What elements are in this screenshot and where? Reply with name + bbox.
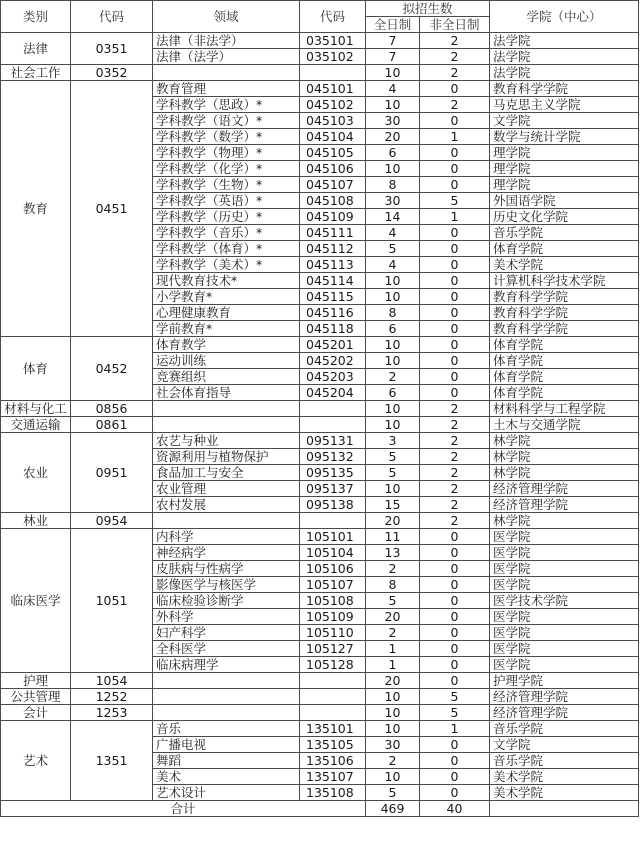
field-cell: 音乐	[153, 721, 300, 737]
field-code-cell	[300, 417, 366, 433]
college-cell: 法学院	[490, 65, 639, 81]
table-row	[1, 673, 639, 689]
field-cell: 心理健康教育	[153, 305, 300, 321]
table-row	[1, 337, 639, 353]
fulltime-cell: 30	[366, 193, 420, 209]
parttime-cell: 1	[420, 209, 490, 225]
fulltime-cell: 15	[366, 497, 420, 513]
field-code-cell: 105108	[300, 593, 366, 609]
fulltime-cell: 30	[366, 737, 420, 753]
table-row	[1, 33, 639, 49]
college-cell: 医学院	[490, 529, 639, 545]
parttime-cell: 0	[420, 625, 490, 641]
fulltime-cell: 8	[366, 177, 420, 193]
field-cell: 学科教学（数学）*	[153, 129, 300, 145]
field-code-cell: 035102	[300, 49, 366, 65]
college-cell: 体育学院	[490, 369, 639, 385]
fulltime-cell: 6	[366, 321, 420, 337]
category-cell: 法律	[1, 33, 71, 65]
category-cell: 教育	[1, 81, 71, 337]
fulltime-cell: 10	[366, 689, 420, 705]
field-code-cell: 135107	[300, 769, 366, 785]
field-code-cell: 035101	[300, 33, 366, 49]
field-cell: 全科医学	[153, 641, 300, 657]
college-cell: 教育科学学院	[490, 289, 639, 305]
parttime-cell: 0	[420, 113, 490, 129]
field-cell: 竞赛组织	[153, 369, 300, 385]
college-cell: 体育学院	[490, 337, 639, 353]
table-row	[1, 401, 639, 417]
college-cell: 医学院	[490, 625, 639, 641]
table-row	[1, 417, 639, 433]
field-cell: 外科学	[153, 609, 300, 625]
field-code-cell: 095132	[300, 449, 366, 465]
fulltime-cell: 10	[366, 161, 420, 177]
parttime-cell: 0	[420, 177, 490, 193]
parttime-cell: 1	[420, 129, 490, 145]
parttime-cell: 0	[420, 145, 490, 161]
fulltime-cell: 3	[366, 433, 420, 449]
category-code-cell: 0856	[71, 401, 153, 417]
field-cell: 舞蹈	[153, 753, 300, 769]
college-cell: 医学院	[490, 657, 639, 673]
field-code-cell: 045108	[300, 193, 366, 209]
field-code-cell: 095138	[300, 497, 366, 513]
category-code-cell: 0861	[71, 417, 153, 433]
fulltime-cell: 10	[366, 481, 420, 497]
field-cell	[153, 513, 300, 529]
field-cell	[153, 417, 300, 433]
parttime-cell: 2	[420, 49, 490, 65]
field-code-cell: 045102	[300, 97, 366, 113]
college-cell: 教育科学学院	[490, 305, 639, 321]
fulltime-cell: 5	[366, 465, 420, 481]
fulltime-cell: 10	[366, 65, 420, 81]
category-code-cell: 0951	[71, 433, 153, 513]
category-code-cell: 1054	[71, 673, 153, 689]
field-cell: 神经病学	[153, 545, 300, 561]
category-code-cell: 1351	[71, 721, 153, 801]
fulltime-cell: 10	[366, 769, 420, 785]
field-cell: 学科教学（美术）*	[153, 257, 300, 273]
college-cell: 体育学院	[490, 353, 639, 369]
college-cell: 教育科学学院	[490, 321, 639, 337]
field-cell	[153, 65, 300, 81]
parttime-cell: 5	[420, 705, 490, 721]
fulltime-cell: 7	[366, 49, 420, 65]
parttime-cell: 2	[420, 401, 490, 417]
college-cell: 计算机科学技术学院	[490, 273, 639, 289]
field-code-cell: 105109	[300, 609, 366, 625]
field-cell: 学科教学（英语）*	[153, 193, 300, 209]
college-cell: 理学院	[490, 177, 639, 193]
fulltime-cell: 20	[366, 129, 420, 145]
parttime-cell: 5	[420, 689, 490, 705]
fulltime-cell: 30	[366, 113, 420, 129]
field-code-cell: 045203	[300, 369, 366, 385]
field-code-cell: 135101	[300, 721, 366, 737]
field-cell: 学科教学（历史）*	[153, 209, 300, 225]
college-cell: 林学院	[490, 449, 639, 465]
parttime-cell: 0	[420, 609, 490, 625]
field-cell: 法律（非法学）	[153, 33, 300, 49]
field-code-cell: 045106	[300, 161, 366, 177]
header-field: 领域	[153, 1, 300, 33]
parttime-cell: 0	[420, 593, 490, 609]
parttime-cell: 0	[420, 737, 490, 753]
table-row	[1, 81, 639, 97]
table-row	[1, 529, 639, 545]
field-cell: 学科教学（音乐）*	[153, 225, 300, 241]
college-cell: 音乐学院	[490, 753, 639, 769]
college-cell: 文学院	[490, 737, 639, 753]
college-cell: 林学院	[490, 465, 639, 481]
fulltime-cell: 10	[366, 273, 420, 289]
total-fulltime: 469	[366, 801, 420, 817]
field-code-cell	[300, 401, 366, 417]
college-cell: 材料科学与工程学院	[490, 401, 639, 417]
fulltime-cell: 8	[366, 577, 420, 593]
table-row	[1, 705, 639, 721]
college-cell: 林学院	[490, 433, 639, 449]
header-college: 学院（中心）	[490, 1, 639, 33]
field-cell: 运动训练	[153, 353, 300, 369]
field-code-cell: 105107	[300, 577, 366, 593]
total-label: 合计	[1, 801, 366, 817]
category-cell: 农业	[1, 433, 71, 513]
field-cell: 妇产科学	[153, 625, 300, 641]
field-code-cell: 045118	[300, 321, 366, 337]
parttime-cell: 0	[420, 241, 490, 257]
category-cell: 公共管理	[1, 689, 71, 705]
fulltime-cell: 10	[366, 705, 420, 721]
parttime-cell: 0	[420, 257, 490, 273]
college-cell: 经济管理学院	[490, 481, 639, 497]
field-code-cell: 135105	[300, 737, 366, 753]
field-cell: 社会体育指导	[153, 385, 300, 401]
field-code-cell: 045202	[300, 353, 366, 369]
college-cell: 美术学院	[490, 769, 639, 785]
parttime-cell: 0	[420, 545, 490, 561]
field-code-cell: 045114	[300, 273, 366, 289]
fulltime-cell: 10	[366, 417, 420, 433]
field-code-cell: 045104	[300, 129, 366, 145]
college-cell: 医学院	[490, 609, 639, 625]
field-cell: 临床病理学	[153, 657, 300, 673]
category-cell: 临床医学	[1, 529, 71, 673]
college-cell: 数学与统计学院	[490, 129, 639, 145]
fulltime-cell: 20	[366, 513, 420, 529]
field-cell: 广播电视	[153, 737, 300, 753]
field-code-cell: 105128	[300, 657, 366, 673]
college-cell: 历史文化学院	[490, 209, 639, 225]
field-cell: 影像医学与核医学	[153, 577, 300, 593]
parttime-cell: 0	[420, 641, 490, 657]
field-cell: 农艺与种业	[153, 433, 300, 449]
field-cell: 学科教学（物理）*	[153, 145, 300, 161]
category-cell: 会计	[1, 705, 71, 721]
field-code-cell: 095131	[300, 433, 366, 449]
field-cell: 农业管理	[153, 481, 300, 497]
table-body	[1, 33, 639, 801]
field-cell: 法律（法学）	[153, 49, 300, 65]
field-code-cell: 045109	[300, 209, 366, 225]
college-cell: 医学院	[490, 561, 639, 577]
field-code-cell: 095135	[300, 465, 366, 481]
college-cell: 体育学院	[490, 385, 639, 401]
fulltime-cell: 10	[366, 401, 420, 417]
fulltime-cell: 10	[366, 289, 420, 305]
header-code: 代码	[71, 1, 153, 33]
parttime-cell: 2	[420, 417, 490, 433]
parttime-cell: 1	[420, 721, 490, 737]
field-code-cell: 045201	[300, 337, 366, 353]
category-code-cell: 0451	[71, 81, 153, 337]
header-row	[1, 1, 639, 17]
college-cell: 医学技术学院	[490, 593, 639, 609]
fulltime-cell: 6	[366, 385, 420, 401]
fulltime-cell: 8	[366, 305, 420, 321]
field-code-cell: 045103	[300, 113, 366, 129]
category-cell: 交通运输	[1, 417, 71, 433]
parttime-cell: 0	[420, 161, 490, 177]
parttime-cell: 2	[420, 97, 490, 113]
table-row	[1, 433, 639, 449]
college-cell: 医学院	[490, 577, 639, 593]
college-cell: 林学院	[490, 513, 639, 529]
parttime-cell: 2	[420, 465, 490, 481]
field-code-cell: 105127	[300, 641, 366, 657]
table-row	[1, 721, 639, 737]
field-cell: 现代教育技术*	[153, 273, 300, 289]
parttime-cell: 0	[420, 769, 490, 785]
header-planned: 拟招生数	[366, 1, 490, 17]
field-cell: 农村发展	[153, 497, 300, 513]
field-code-cell: 045115	[300, 289, 366, 305]
field-cell: 体育教学	[153, 337, 300, 353]
parttime-cell: 0	[420, 289, 490, 305]
field-cell: 学前教育*	[153, 321, 300, 337]
parttime-cell: 0	[420, 353, 490, 369]
field-code-cell: 135108	[300, 785, 366, 801]
fulltime-cell: 10	[366, 353, 420, 369]
field-cell	[153, 705, 300, 721]
field-cell: 学科教学（体育）*	[153, 241, 300, 257]
parttime-cell: 0	[420, 81, 490, 97]
total-college-empty	[490, 801, 639, 817]
fulltime-cell: 10	[366, 97, 420, 113]
field-cell	[153, 689, 300, 705]
category-code-cell: 1253	[71, 705, 153, 721]
fulltime-cell: 1	[366, 657, 420, 673]
field-cell: 教育管理	[153, 81, 300, 97]
fulltime-cell: 4	[366, 81, 420, 97]
field-cell: 美术	[153, 769, 300, 785]
category-code-cell: 1051	[71, 529, 153, 673]
field-cell: 临床检验诊断学	[153, 593, 300, 609]
field-code-cell: 045112	[300, 241, 366, 257]
parttime-cell: 0	[420, 305, 490, 321]
parttime-cell: 2	[420, 433, 490, 449]
parttime-cell: 2	[420, 513, 490, 529]
category-code-cell: 0352	[71, 65, 153, 81]
field-cell	[153, 401, 300, 417]
college-cell: 医学院	[490, 545, 639, 561]
parttime-cell: 2	[420, 449, 490, 465]
field-code-cell	[300, 65, 366, 81]
header-category: 类别	[1, 1, 71, 33]
fulltime-cell: 1	[366, 641, 420, 657]
college-cell: 经济管理学院	[490, 705, 639, 721]
category-code-cell: 1252	[71, 689, 153, 705]
college-cell: 文学院	[490, 113, 639, 129]
field-code-cell: 105106	[300, 561, 366, 577]
field-cell	[153, 673, 300, 689]
field-code-cell: 045113	[300, 257, 366, 273]
fulltime-cell: 4	[366, 257, 420, 273]
category-cell: 林业	[1, 513, 71, 529]
parttime-cell: 0	[420, 385, 490, 401]
parttime-cell: 0	[420, 785, 490, 801]
field-code-cell: 105110	[300, 625, 366, 641]
college-cell: 法学院	[490, 49, 639, 65]
college-cell: 外国语学院	[490, 193, 639, 209]
fulltime-cell: 20	[366, 609, 420, 625]
field-code-cell: 045204	[300, 385, 366, 401]
parttime-cell: 0	[420, 321, 490, 337]
college-cell: 经济管理学院	[490, 689, 639, 705]
fulltime-cell: 14	[366, 209, 420, 225]
category-cell: 体育	[1, 337, 71, 401]
parttime-cell: 0	[420, 561, 490, 577]
parttime-cell: 0	[420, 529, 490, 545]
college-cell: 护理学院	[490, 673, 639, 689]
college-cell: 经济管理学院	[490, 497, 639, 513]
fulltime-cell: 13	[366, 545, 420, 561]
fulltime-cell: 5	[366, 593, 420, 609]
category-code-cell: 0351	[71, 33, 153, 65]
field-cell: 皮肤病与性病学	[153, 561, 300, 577]
college-cell: 医学院	[490, 641, 639, 657]
field-code-cell: 045101	[300, 81, 366, 97]
parttime-cell: 0	[420, 577, 490, 593]
fulltime-cell: 2	[366, 753, 420, 769]
category-code-cell: 0954	[71, 513, 153, 529]
category-cell: 社会工作	[1, 65, 71, 81]
college-cell: 美术学院	[490, 785, 639, 801]
parttime-cell: 2	[420, 497, 490, 513]
field-cell: 学科教学（化学）*	[153, 161, 300, 177]
field-code-cell: 105101	[300, 529, 366, 545]
table-row	[1, 513, 639, 529]
parttime-cell: 0	[420, 273, 490, 289]
header-fulltime: 全日制	[366, 17, 420, 33]
fulltime-cell: 4	[366, 225, 420, 241]
college-cell: 理学院	[490, 145, 639, 161]
fulltime-cell: 7	[366, 33, 420, 49]
field-cell: 食品加工与安全	[153, 465, 300, 481]
college-cell: 马克思主义学院	[490, 97, 639, 113]
fulltime-cell: 10	[366, 721, 420, 737]
college-cell: 法学院	[490, 33, 639, 49]
fulltime-cell: 5	[366, 785, 420, 801]
parttime-cell: 0	[420, 657, 490, 673]
category-cell: 材料与化工	[1, 401, 71, 417]
field-code-cell: 105104	[300, 545, 366, 561]
parttime-cell: 2	[420, 65, 490, 81]
parttime-cell: 0	[420, 369, 490, 385]
field-code-cell: 045105	[300, 145, 366, 161]
field-code-cell	[300, 673, 366, 689]
college-cell: 音乐学院	[490, 225, 639, 241]
college-cell: 体育学院	[490, 241, 639, 257]
category-cell: 护理	[1, 673, 71, 689]
header-parttime: 非全日制	[420, 17, 490, 33]
parttime-cell: 0	[420, 673, 490, 689]
parttime-cell: 0	[420, 225, 490, 241]
parttime-cell: 2	[420, 481, 490, 497]
field-code-cell: 045107	[300, 177, 366, 193]
fulltime-cell: 2	[366, 369, 420, 385]
parttime-cell: 0	[420, 337, 490, 353]
field-cell: 资源利用与植物保护	[153, 449, 300, 465]
table-row	[1, 689, 639, 705]
fulltime-cell: 11	[366, 529, 420, 545]
field-code-cell: 045111	[300, 225, 366, 241]
college-cell: 教育科学学院	[490, 81, 639, 97]
field-code-cell: 045116	[300, 305, 366, 321]
header-field-code: 代码	[300, 1, 366, 33]
table-row	[1, 65, 639, 81]
fulltime-cell: 6	[366, 145, 420, 161]
field-cell: 学科教学（生物）*	[153, 177, 300, 193]
category-code-cell: 0452	[71, 337, 153, 401]
category-cell: 艺术	[1, 721, 71, 801]
field-code-cell	[300, 689, 366, 705]
college-cell: 美术学院	[490, 257, 639, 273]
field-cell: 学科教学（思政）*	[153, 97, 300, 113]
total-row	[1, 801, 639, 817]
fulltime-cell: 2	[366, 625, 420, 641]
parttime-cell: 5	[420, 193, 490, 209]
fulltime-cell: 5	[366, 241, 420, 257]
field-cell: 内科学	[153, 529, 300, 545]
parttime-cell: 2	[420, 33, 490, 49]
fulltime-cell: 10	[366, 337, 420, 353]
field-code-cell	[300, 513, 366, 529]
field-cell: 学科教学（语文）*	[153, 113, 300, 129]
college-cell: 音乐学院	[490, 721, 639, 737]
field-cell: 小学教育*	[153, 289, 300, 305]
parttime-cell: 0	[420, 753, 490, 769]
fulltime-cell: 20	[366, 673, 420, 689]
field-code-cell: 095137	[300, 481, 366, 497]
total-parttime: 40	[420, 801, 490, 817]
field-code-cell	[300, 705, 366, 721]
field-cell: 艺术设计	[153, 785, 300, 801]
fulltime-cell: 2	[366, 561, 420, 577]
college-cell: 土木与交通学院	[490, 417, 639, 433]
fulltime-cell: 5	[366, 449, 420, 465]
field-code-cell: 135106	[300, 753, 366, 769]
college-cell: 理学院	[490, 161, 639, 177]
